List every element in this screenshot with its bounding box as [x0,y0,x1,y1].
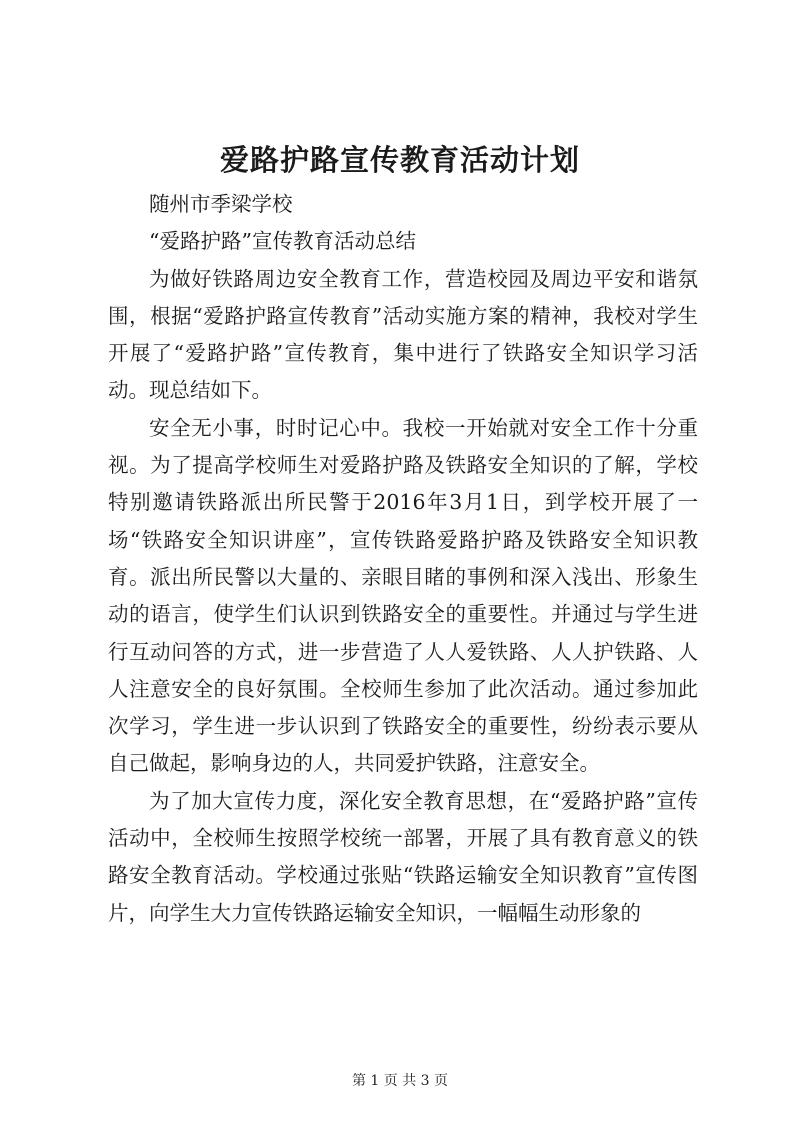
document-body [108,186,698,932]
summary-heading: “爱路护路”宣传教育活动总结 [149,229,416,254]
body-paragraph: 为了加大宣传力度，深化安全教育思想，在“爱路护路”宣传活动中，全校师生按照学校统一部署，开展了具有教育意义的铁路安全教育活动。学校通过张贴“铁路运输安全知识教育”宣传图片，向学生大力宣传铁路运输安全知识，一幅幅生动形象的 [108,788,698,925]
page-title: 爱路护路宣传教育活动计划 [219,143,580,177]
school-name: 随州市季梁学校 [149,192,293,216]
body-paragraph: 安全无小事，时时记心中。我校一开始就对安全工作十分重视。为了提高学校师生对爱路护路及铁路安全知识的了解，学校特别邀请铁路派出所民警于2016年3月1日，到学校开展了一场“铁路安全知识讲座”，宣传铁路爱路护路及铁路安全知识教育。派出所民警以大量的、亲眼目睹的事例和深入浅出、形象生动的语言，使学生们认识到铁路安全的重要性。并通过与学生进行互动问答的方式，进一步营造了人人爱铁路、人人护铁路、人人注意安全的良好氛围。全校师生参加了此次活动。通过参加此次学习，学生进一步认识到了铁路安全的重要性，纷纷表示要从自己做起，影响身边的人，共同爱护铁路，注意安全。 [108,415,698,776]
page-number-footer: 第 1 页 共 3 页 [351,1073,449,1089]
body-paragraph: 为做好铁路周边安全教育工作，营造校园及周边平安和谐氛围，根据“爱路护路宣传教育”活动实施方案的精神，我校对学生开展了“爱路护路”宣传教育，集中进行了铁路安全知识学习活动。现总结如下。 [108,266,698,403]
